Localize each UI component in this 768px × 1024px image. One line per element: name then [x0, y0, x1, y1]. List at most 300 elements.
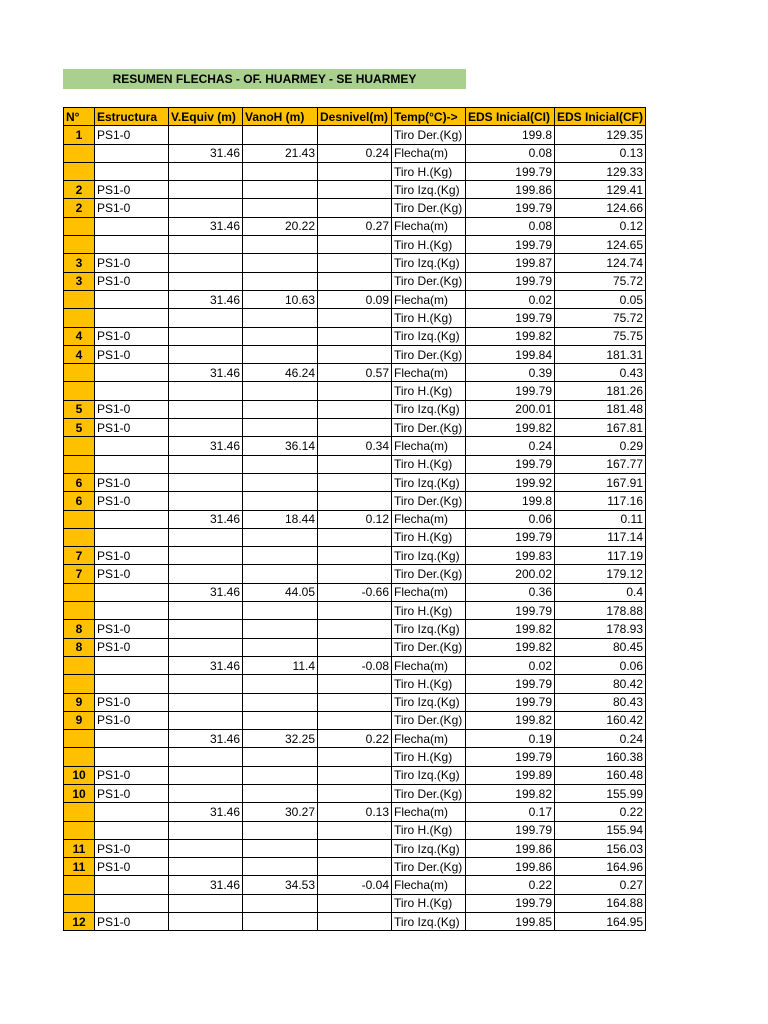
cell-estructura[interactable]: PS1-0 — [95, 858, 169, 876]
cell-v-equiv[interactable] — [169, 162, 243, 180]
cell-parameter[interactable]: Flecha(m) — [392, 364, 466, 382]
cell-v-equiv[interactable] — [169, 181, 243, 199]
cell-v-equiv[interactable]: 31.46 — [169, 290, 243, 308]
cell-estructura[interactable] — [95, 876, 169, 894]
cell-estructura[interactable] — [95, 290, 169, 308]
cell-number[interactable]: 7 — [64, 547, 95, 565]
cell-estructura[interactable]: PS1-0 — [95, 693, 169, 711]
cell-number[interactable]: 4 — [64, 327, 95, 345]
cell-desnivel[interactable] — [318, 473, 392, 491]
cell-desnivel[interactable] — [318, 748, 392, 766]
cell-desnivel[interactable] — [318, 272, 392, 290]
header-v-equiv[interactable]: V.Equiv (m) — [169, 108, 243, 126]
cell-vano-h[interactable] — [243, 272, 318, 290]
cell-eds-ci[interactable]: 199.79 — [466, 162, 555, 180]
cell-parameter[interactable]: Tiro H.(Kg) — [392, 236, 466, 254]
cell-eds-ci[interactable]: 0.17 — [466, 803, 555, 821]
cell-parameter[interactable]: Tiro Izq.(Kg) — [392, 181, 466, 199]
cell-estructura[interactable]: PS1-0 — [95, 565, 169, 583]
cell-number[interactable]: 9 — [64, 711, 95, 729]
cell-desnivel[interactable]: 0.24 — [318, 144, 392, 162]
cell-parameter[interactable]: Tiro H.(Kg) — [392, 821, 466, 839]
cell-desnivel[interactable] — [318, 711, 392, 729]
cell-number[interactable]: 10 — [64, 766, 95, 784]
cell-number[interactable] — [64, 309, 95, 327]
cell-number[interactable]: 10 — [64, 784, 95, 802]
cell-parameter[interactable]: Flecha(m) — [392, 730, 466, 748]
cell-v-equiv[interactable] — [169, 602, 243, 620]
cell-vano-h[interactable] — [243, 620, 318, 638]
cell-parameter[interactable]: Flecha(m) — [392, 803, 466, 821]
cell-parameter[interactable]: Tiro Der.(Kg) — [392, 492, 466, 510]
cell-eds-cf[interactable]: 80.43 — [555, 693, 646, 711]
cell-v-equiv[interactable] — [169, 858, 243, 876]
cell-eds-ci[interactable]: 199.92 — [466, 473, 555, 491]
cell-eds-cf[interactable]: 0.06 — [555, 656, 646, 674]
cell-estructura[interactable] — [95, 675, 169, 693]
cell-estructura[interactable]: PS1-0 — [95, 784, 169, 802]
cell-estructura[interactable]: PS1-0 — [95, 492, 169, 510]
cell-estructura[interactable] — [95, 894, 169, 912]
cell-desnivel[interactable] — [318, 382, 392, 400]
cell-desnivel[interactable] — [318, 400, 392, 418]
cell-vano-h[interactable] — [243, 675, 318, 693]
cell-desnivel[interactable]: 0.13 — [318, 803, 392, 821]
cell-eds-ci[interactable]: 0.36 — [466, 583, 555, 601]
cell-estructura[interactable] — [95, 583, 169, 601]
cell-eds-cf[interactable]: 155.94 — [555, 821, 646, 839]
cell-eds-cf[interactable]: 0.29 — [555, 437, 646, 455]
cell-eds-ci[interactable]: 199.83 — [466, 547, 555, 565]
cell-vano-h[interactable] — [243, 473, 318, 491]
cell-desnivel[interactable] — [318, 254, 392, 272]
cell-eds-ci[interactable]: 199.79 — [466, 748, 555, 766]
cell-number[interactable]: 7 — [64, 565, 95, 583]
cell-number[interactable] — [64, 162, 95, 180]
cell-number[interactable] — [64, 290, 95, 308]
cell-desnivel[interactable] — [318, 858, 392, 876]
cell-estructura[interactable]: PS1-0 — [95, 327, 169, 345]
cell-eds-cf[interactable]: 178.93 — [555, 620, 646, 638]
cell-eds-ci[interactable]: 199.79 — [466, 821, 555, 839]
cell-vano-h[interactable] — [243, 400, 318, 418]
cell-desnivel[interactable] — [318, 236, 392, 254]
cell-eds-cf[interactable]: 160.38 — [555, 748, 646, 766]
cell-desnivel[interactable] — [318, 327, 392, 345]
cell-v-equiv[interactable] — [169, 473, 243, 491]
cell-eds-cf[interactable]: 156.03 — [555, 839, 646, 857]
cell-eds-ci[interactable]: 0.39 — [466, 364, 555, 382]
cell-v-equiv[interactable] — [169, 565, 243, 583]
cell-desnivel[interactable]: 0.34 — [318, 437, 392, 455]
cell-eds-cf[interactable]: 155.99 — [555, 784, 646, 802]
cell-vano-h[interactable] — [243, 309, 318, 327]
header-desnivel[interactable]: Desnivel(m) — [318, 108, 392, 126]
cell-parameter[interactable]: Tiro H.(Kg) — [392, 455, 466, 473]
cell-eds-cf[interactable]: 0.43 — [555, 364, 646, 382]
cell-eds-ci[interactable]: 199.79 — [466, 309, 555, 327]
cell-estructura[interactable] — [95, 364, 169, 382]
cell-parameter[interactable]: Flecha(m) — [392, 583, 466, 601]
cell-number[interactable]: 5 — [64, 400, 95, 418]
cell-estructura[interactable] — [95, 162, 169, 180]
cell-parameter[interactable]: Tiro Der.(Kg) — [392, 784, 466, 802]
cell-parameter[interactable]: Tiro Izq.(Kg) — [392, 913, 466, 931]
cell-desnivel[interactable] — [318, 839, 392, 857]
cell-desnivel[interactable] — [318, 199, 392, 217]
cell-vano-h[interactable]: 34.53 — [243, 876, 318, 894]
cell-v-equiv[interactable] — [169, 400, 243, 418]
cell-estructura[interactable]: PS1-0 — [95, 199, 169, 217]
cell-eds-ci[interactable]: 199.79 — [466, 693, 555, 711]
cell-vano-h[interactable] — [243, 547, 318, 565]
cell-vano-h[interactable] — [243, 199, 318, 217]
cell-eds-ci[interactable]: 199.79 — [466, 894, 555, 912]
cell-desnivel[interactable]: 0.22 — [318, 730, 392, 748]
cell-number[interactable]: 9 — [64, 693, 95, 711]
cell-number[interactable]: 11 — [64, 839, 95, 857]
cell-eds-ci[interactable]: 199.82 — [466, 638, 555, 656]
cell-estructura[interactable]: PS1-0 — [95, 839, 169, 857]
cell-estructura[interactable] — [95, 602, 169, 620]
cell-desnivel[interactable] — [318, 528, 392, 546]
cell-number[interactable] — [64, 821, 95, 839]
cell-eds-ci[interactable]: 199.79 — [466, 675, 555, 693]
cell-number[interactable] — [64, 382, 95, 400]
cell-eds-cf[interactable]: 0.27 — [555, 876, 646, 894]
cell-parameter[interactable]: Flecha(m) — [392, 217, 466, 235]
cell-parameter[interactable]: Tiro H.(Kg) — [392, 675, 466, 693]
cell-v-equiv[interactable] — [169, 894, 243, 912]
cell-eds-ci[interactable]: 0.08 — [466, 217, 555, 235]
cell-vano-h[interactable] — [243, 419, 318, 437]
cell-parameter[interactable]: Tiro Izq.(Kg) — [392, 693, 466, 711]
cell-parameter[interactable]: Tiro Izq.(Kg) — [392, 254, 466, 272]
cell-v-equiv[interactable] — [169, 492, 243, 510]
cell-vano-h[interactable] — [243, 528, 318, 546]
cell-eds-cf[interactable]: 80.42 — [555, 675, 646, 693]
cell-estructura[interactable]: PS1-0 — [95, 254, 169, 272]
cell-parameter[interactable]: Tiro Der.(Kg) — [392, 565, 466, 583]
cell-eds-cf[interactable]: 167.81 — [555, 419, 646, 437]
cell-number[interactable] — [64, 455, 95, 473]
cell-v-equiv[interactable] — [169, 199, 243, 217]
cell-vano-h[interactable] — [243, 455, 318, 473]
cell-eds-ci[interactable]: 0.24 — [466, 437, 555, 455]
cell-parameter[interactable]: Tiro Der.(Kg) — [392, 345, 466, 363]
cell-eds-ci[interactable]: 199.8 — [466, 492, 555, 510]
cell-eds-cf[interactable]: 160.42 — [555, 711, 646, 729]
cell-v-equiv[interactable] — [169, 254, 243, 272]
cell-desnivel[interactable]: -0.66 — [318, 583, 392, 601]
cell-estructura[interactable]: PS1-0 — [95, 400, 169, 418]
cell-vano-h[interactable] — [243, 602, 318, 620]
cell-eds-cf[interactable]: 0.22 — [555, 803, 646, 821]
cell-desnivel[interactable] — [318, 638, 392, 656]
cell-parameter[interactable]: Flecha(m) — [392, 290, 466, 308]
cell-desnivel[interactable] — [318, 894, 392, 912]
cell-eds-cf[interactable]: 164.95 — [555, 913, 646, 931]
cell-eds-cf[interactable]: 0.4 — [555, 583, 646, 601]
cell-estructura[interactable] — [95, 382, 169, 400]
cell-eds-cf[interactable]: 0.24 — [555, 730, 646, 748]
cell-number[interactable]: 4 — [64, 345, 95, 363]
cell-eds-cf[interactable]: 117.16 — [555, 492, 646, 510]
cell-eds-cf[interactable]: 75.75 — [555, 327, 646, 345]
cell-vano-h[interactable]: 18.44 — [243, 510, 318, 528]
cell-v-equiv[interactable] — [169, 309, 243, 327]
cell-v-equiv[interactable] — [169, 711, 243, 729]
cell-parameter[interactable]: Flecha(m) — [392, 510, 466, 528]
cell-desnivel[interactable] — [318, 821, 392, 839]
cell-estructura[interactable]: PS1-0 — [95, 913, 169, 931]
cell-number[interactable] — [64, 876, 95, 894]
cell-estructura[interactable] — [95, 803, 169, 821]
cell-parameter[interactable]: Tiro H.(Kg) — [392, 162, 466, 180]
cell-parameter[interactable]: Tiro Izq.(Kg) — [392, 547, 466, 565]
cell-vano-h[interactable] — [243, 236, 318, 254]
header-temp[interactable]: Temp(°C)-> — [392, 108, 466, 126]
cell-parameter[interactable]: Flecha(m) — [392, 144, 466, 162]
header-vano-h[interactable]: VanoH (m) — [243, 108, 318, 126]
cell-desnivel[interactable] — [318, 345, 392, 363]
cell-v-equiv[interactable]: 31.46 — [169, 437, 243, 455]
cell-desnivel[interactable] — [318, 602, 392, 620]
cell-vano-h[interactable] — [243, 766, 318, 784]
cell-v-equiv[interactable] — [169, 345, 243, 363]
cell-number[interactable] — [64, 510, 95, 528]
cell-estructura[interactable]: PS1-0 — [95, 547, 169, 565]
cell-eds-cf[interactable]: 75.72 — [555, 272, 646, 290]
cell-v-equiv[interactable] — [169, 236, 243, 254]
cell-eds-ci[interactable]: 199.86 — [466, 181, 555, 199]
cell-desnivel[interactable]: 0.09 — [318, 290, 392, 308]
cell-estructura[interactable]: PS1-0 — [95, 345, 169, 363]
cell-parameter[interactable]: Tiro Der.(Kg) — [392, 858, 466, 876]
cell-eds-cf[interactable]: 117.19 — [555, 547, 646, 565]
cell-number[interactable] — [64, 528, 95, 546]
header-estructura[interactable]: Estructura — [95, 108, 169, 126]
cell-vano-h[interactable]: 44.05 — [243, 583, 318, 601]
cell-v-equiv[interactable] — [169, 126, 243, 144]
header-eds-ci[interactable]: EDS Inicial(CI) — [466, 108, 555, 126]
cell-number[interactable] — [64, 675, 95, 693]
cell-v-equiv[interactable] — [169, 547, 243, 565]
cell-eds-cf[interactable]: 124.66 — [555, 199, 646, 217]
cell-estructura[interactable] — [95, 821, 169, 839]
cell-number[interactable] — [64, 656, 95, 674]
header-number[interactable]: N° — [64, 108, 95, 126]
cell-number[interactable] — [64, 437, 95, 455]
cell-v-equiv[interactable]: 31.46 — [169, 730, 243, 748]
cell-eds-ci[interactable]: 199.89 — [466, 766, 555, 784]
cell-v-equiv[interactable]: 31.46 — [169, 803, 243, 821]
cell-desnivel[interactable] — [318, 547, 392, 565]
cell-eds-cf[interactable]: 124.74 — [555, 254, 646, 272]
cell-vano-h[interactable]: 36.14 — [243, 437, 318, 455]
cell-estructura[interactable] — [95, 656, 169, 674]
cell-eds-ci[interactable]: 199.8 — [466, 126, 555, 144]
cell-estructura[interactable] — [95, 528, 169, 546]
cell-estructura[interactable] — [95, 730, 169, 748]
cell-parameter[interactable]: Tiro H.(Kg) — [392, 528, 466, 546]
cell-eds-ci[interactable]: 199.86 — [466, 839, 555, 857]
header-eds-cf[interactable]: EDS Inicial(CF) — [555, 108, 646, 126]
cell-desnivel[interactable]: 0.57 — [318, 364, 392, 382]
cell-eds-cf[interactable]: 181.48 — [555, 400, 646, 418]
cell-eds-cf[interactable]: 75.72 — [555, 309, 646, 327]
cell-parameter[interactable]: Tiro Izq.(Kg) — [392, 473, 466, 491]
cell-v-equiv[interactable] — [169, 839, 243, 857]
cell-estructura[interactable]: PS1-0 — [95, 766, 169, 784]
cell-eds-cf[interactable]: 164.88 — [555, 894, 646, 912]
cell-eds-ci[interactable]: 200.01 — [466, 400, 555, 418]
cell-parameter[interactable]: Tiro H.(Kg) — [392, 602, 466, 620]
cell-v-equiv[interactable]: 31.46 — [169, 144, 243, 162]
cell-vano-h[interactable] — [243, 565, 318, 583]
cell-eds-ci[interactable]: 199.79 — [466, 272, 555, 290]
cell-desnivel[interactable] — [318, 181, 392, 199]
cell-desnivel[interactable] — [318, 455, 392, 473]
cell-parameter[interactable]: Tiro Der.(Kg) — [392, 419, 466, 437]
cell-number[interactable] — [64, 602, 95, 620]
cell-estructura[interactable]: PS1-0 — [95, 126, 169, 144]
cell-vano-h[interactable] — [243, 748, 318, 766]
cell-v-equiv[interactable] — [169, 784, 243, 802]
cell-eds-ci[interactable]: 199.79 — [466, 455, 555, 473]
cell-vano-h[interactable] — [243, 638, 318, 656]
cell-eds-ci[interactable]: 199.79 — [466, 199, 555, 217]
cell-parameter[interactable]: Tiro Izq.(Kg) — [392, 839, 466, 857]
cell-number[interactable]: 11 — [64, 858, 95, 876]
cell-v-equiv[interactable] — [169, 913, 243, 931]
cell-desnivel[interactable]: -0.04 — [318, 876, 392, 894]
cell-estructura[interactable] — [95, 309, 169, 327]
cell-vano-h[interactable]: 32.25 — [243, 730, 318, 748]
cell-vano-h[interactable] — [243, 181, 318, 199]
cell-number[interactable] — [64, 894, 95, 912]
cell-eds-ci[interactable]: 199.82 — [466, 419, 555, 437]
cell-v-equiv[interactable]: 31.46 — [169, 656, 243, 674]
cell-eds-cf[interactable]: 179.12 — [555, 565, 646, 583]
cell-vano-h[interactable]: 11.4 — [243, 656, 318, 674]
cell-parameter[interactable]: Tiro Der.(Kg) — [392, 711, 466, 729]
cell-vano-h[interactable] — [243, 345, 318, 363]
cell-number[interactable]: 8 — [64, 638, 95, 656]
cell-estructura[interactable]: PS1-0 — [95, 620, 169, 638]
cell-desnivel[interactable]: -0.08 — [318, 656, 392, 674]
cell-eds-ci[interactable]: 0.22 — [466, 876, 555, 894]
cell-eds-cf[interactable]: 117.14 — [555, 528, 646, 546]
cell-v-equiv[interactable] — [169, 693, 243, 711]
cell-v-equiv[interactable] — [169, 766, 243, 784]
cell-number[interactable] — [64, 803, 95, 821]
cell-number[interactable] — [64, 748, 95, 766]
cell-vano-h[interactable] — [243, 162, 318, 180]
cell-number[interactable]: 2 — [64, 199, 95, 217]
cell-estructura[interactable] — [95, 437, 169, 455]
cell-number[interactable]: 5 — [64, 419, 95, 437]
cell-eds-cf[interactable]: 129.35 — [555, 126, 646, 144]
cell-vano-h[interactable]: 20.22 — [243, 217, 318, 235]
cell-estructura[interactable]: PS1-0 — [95, 473, 169, 491]
cell-v-equiv[interactable] — [169, 272, 243, 290]
cell-v-equiv[interactable]: 31.46 — [169, 364, 243, 382]
cell-estructura[interactable] — [95, 217, 169, 235]
cell-eds-cf[interactable]: 0.13 — [555, 144, 646, 162]
cell-number[interactable] — [64, 364, 95, 382]
cell-parameter[interactable]: Tiro Der.(Kg) — [392, 272, 466, 290]
cell-vano-h[interactable] — [243, 492, 318, 510]
cell-parameter[interactable]: Tiro Izq.(Kg) — [392, 327, 466, 345]
cell-eds-cf[interactable]: 129.33 — [555, 162, 646, 180]
cell-eds-cf[interactable]: 160.48 — [555, 766, 646, 784]
cell-v-equiv[interactable]: 31.46 — [169, 876, 243, 894]
cell-desnivel[interactable] — [318, 675, 392, 693]
cell-number[interactable]: 8 — [64, 620, 95, 638]
cell-number[interactable] — [64, 583, 95, 601]
cell-desnivel[interactable] — [318, 419, 392, 437]
cell-v-equiv[interactable] — [169, 638, 243, 656]
cell-v-equiv[interactable] — [169, 620, 243, 638]
cell-eds-cf[interactable]: 181.31 — [555, 345, 646, 363]
cell-eds-ci[interactable]: 199.82 — [466, 711, 555, 729]
cell-number[interactable]: 12 — [64, 913, 95, 931]
cell-estructura[interactable] — [95, 510, 169, 528]
cell-desnivel[interactable] — [318, 565, 392, 583]
cell-eds-cf[interactable]: 178.88 — [555, 602, 646, 620]
cell-number[interactable]: 1 — [64, 126, 95, 144]
cell-vano-h[interactable] — [243, 711, 318, 729]
cell-vano-h[interactable] — [243, 693, 318, 711]
cell-parameter[interactable]: Tiro Izq.(Kg) — [392, 766, 466, 784]
cell-desnivel[interactable] — [318, 693, 392, 711]
cell-eds-cf[interactable]: 0.05 — [555, 290, 646, 308]
cell-number[interactable]: 6 — [64, 473, 95, 491]
cell-parameter[interactable]: Tiro Der.(Kg) — [392, 126, 466, 144]
cell-v-equiv[interactable] — [169, 455, 243, 473]
cell-vano-h[interactable] — [243, 821, 318, 839]
cell-v-equiv[interactable] — [169, 675, 243, 693]
cell-vano-h[interactable]: 30.27 — [243, 803, 318, 821]
cell-vano-h[interactable] — [243, 254, 318, 272]
cell-eds-cf[interactable]: 164.96 — [555, 858, 646, 876]
cell-estructura[interactable] — [95, 236, 169, 254]
cell-eds-ci[interactable]: 199.87 — [466, 254, 555, 272]
cell-desnivel[interactable] — [318, 126, 392, 144]
cell-parameter[interactable]: Tiro Der.(Kg) — [392, 638, 466, 656]
cell-v-equiv[interactable] — [169, 821, 243, 839]
cell-desnivel[interactable] — [318, 784, 392, 802]
cell-eds-ci[interactable]: 199.79 — [466, 602, 555, 620]
cell-parameter[interactable]: Flecha(m) — [392, 656, 466, 674]
cell-parameter[interactable]: Tiro Der.(Kg) — [392, 199, 466, 217]
cell-desnivel[interactable] — [318, 913, 392, 931]
cell-v-equiv[interactable] — [169, 528, 243, 546]
cell-eds-ci[interactable]: 0.19 — [466, 730, 555, 748]
cell-eds-ci[interactable]: 200.02 — [466, 565, 555, 583]
cell-estructura[interactable] — [95, 144, 169, 162]
cell-parameter[interactable]: Flecha(m) — [392, 876, 466, 894]
cell-parameter[interactable]: Tiro H.(Kg) — [392, 309, 466, 327]
cell-eds-cf[interactable]: 167.91 — [555, 473, 646, 491]
cell-eds-cf[interactable]: 124.65 — [555, 236, 646, 254]
cell-eds-cf[interactable]: 80.45 — [555, 638, 646, 656]
cell-eds-ci[interactable]: 199.85 — [466, 913, 555, 931]
cell-number[interactable] — [64, 236, 95, 254]
cell-number[interactable]: 3 — [64, 254, 95, 272]
cell-eds-cf[interactable]: 0.11 — [555, 510, 646, 528]
